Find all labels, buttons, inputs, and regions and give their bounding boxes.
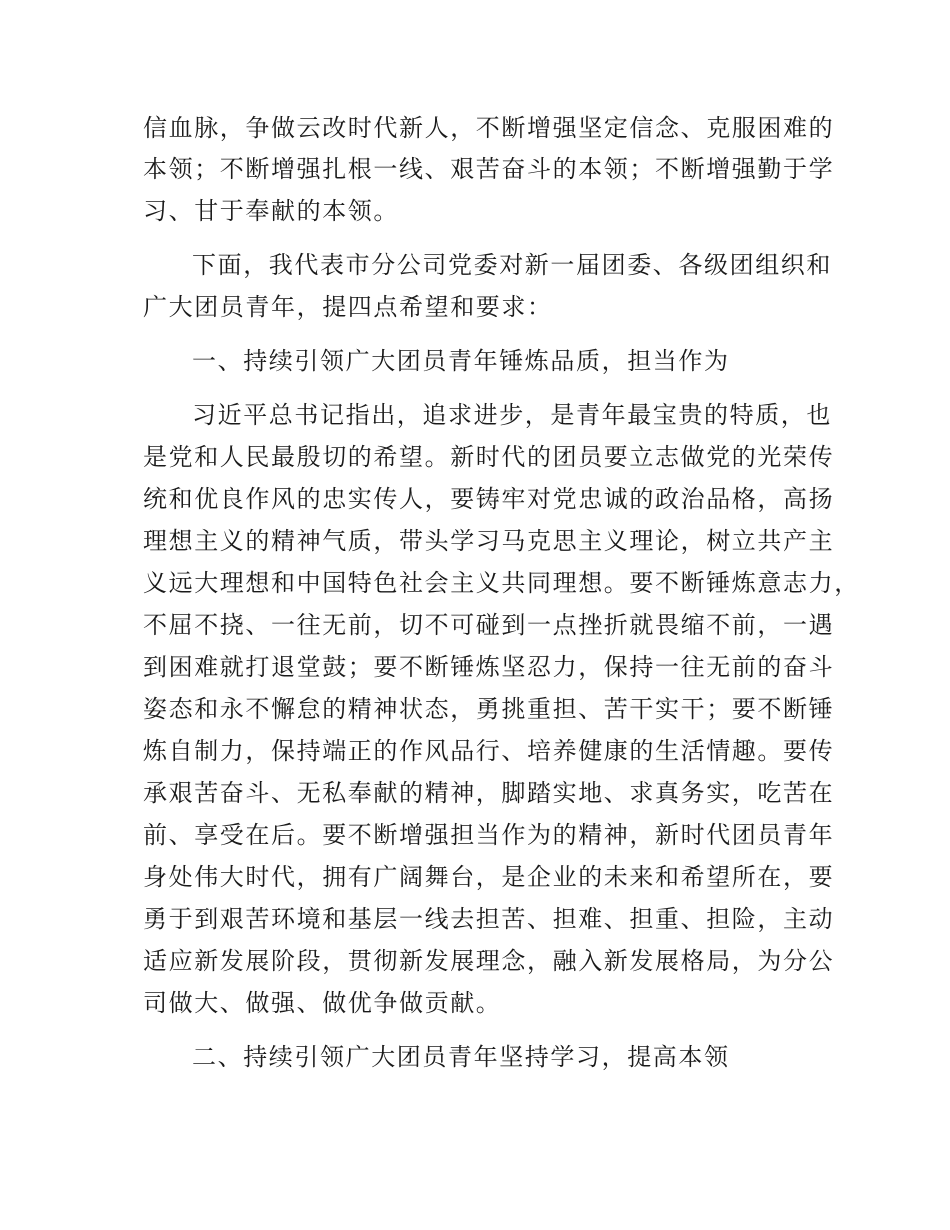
paragraph-line: 司做大、做强、做优争做贡献。	[143, 989, 502, 1017]
paragraph-line: 炼自制力，保持端正的作风品行、培养健康的生活情趣。要传	[143, 737, 835, 765]
paragraph-line: 到困难就打退堂鼓；要不断锤炼坚忍力，保持一往无前的奋斗	[143, 653, 835, 681]
paragraph-line: 习、甘于奉献的本领。	[143, 197, 399, 225]
paragraph-line: 广大团员青年，提四点希望和要求：	[143, 293, 553, 321]
paragraph-line: 承艰苦奋斗、无私奉献的精神，脚踏实地、求真务实，吃苦在	[143, 779, 835, 807]
paragraph-line: 习近平总书记指出，追求进步，是青年最宝贵的特质，也	[192, 401, 832, 429]
paragraph-line: 不屈不挠、一往无前，切不可碰到一点挫折就畏缩不前，一遇	[143, 611, 835, 639]
paragraph-line: 义远大理想和中国特色社会主义共同理想。要不断锤炼意志力，	[143, 569, 860, 597]
paragraph-line: 身处伟大时代，拥有广阔舞台，是企业的未来和希望所在，要	[143, 863, 835, 891]
paragraph-line: 适应新发展阶段，贯彻新发展理念，融入新发展格局，为分公	[143, 947, 835, 975]
paragraph-line: 统和优良作风的忠实传人，要铸牢对党忠诚的政治品格，高扬	[143, 485, 835, 513]
section-heading-2: 二、持续引领广大团员青年坚持学习，提高本领	[192, 1043, 730, 1071]
paragraph-line: 姿态和永不懈怠的精神状态，勇挑重担、苦干实干；要不断锤	[143, 695, 835, 723]
paragraph-line: 前、享受在后。要不断增强担当作为的精神，新时代团员青年	[143, 821, 835, 849]
paragraph-line: 是党和人民最殷切的希望。新时代的团员要立志做党的光荣传	[143, 443, 835, 471]
paragraph-line: 信血脉，争做云改时代新人，不断增强坚定信念、克服困难的	[143, 114, 835, 142]
section-heading-1: 一、持续引领广大团员青年锤炼品质，担当作为	[192, 347, 730, 375]
paragraph-line: 勇于到艰苦环境和基层一线去担苦、担难、担重、担险，主动	[143, 905, 835, 933]
paragraph-line: 下面，我代表市分公司党委对新一届团委、各级团组织和	[192, 251, 832, 279]
paragraph-line: 本领；不断增强扎根一线、艰苦奋斗的本领；不断增强勤于学	[143, 155, 835, 183]
paragraph-line: 理想主义的精神气质，带头学习马克思主义理论，树立共产主	[143, 527, 835, 555]
